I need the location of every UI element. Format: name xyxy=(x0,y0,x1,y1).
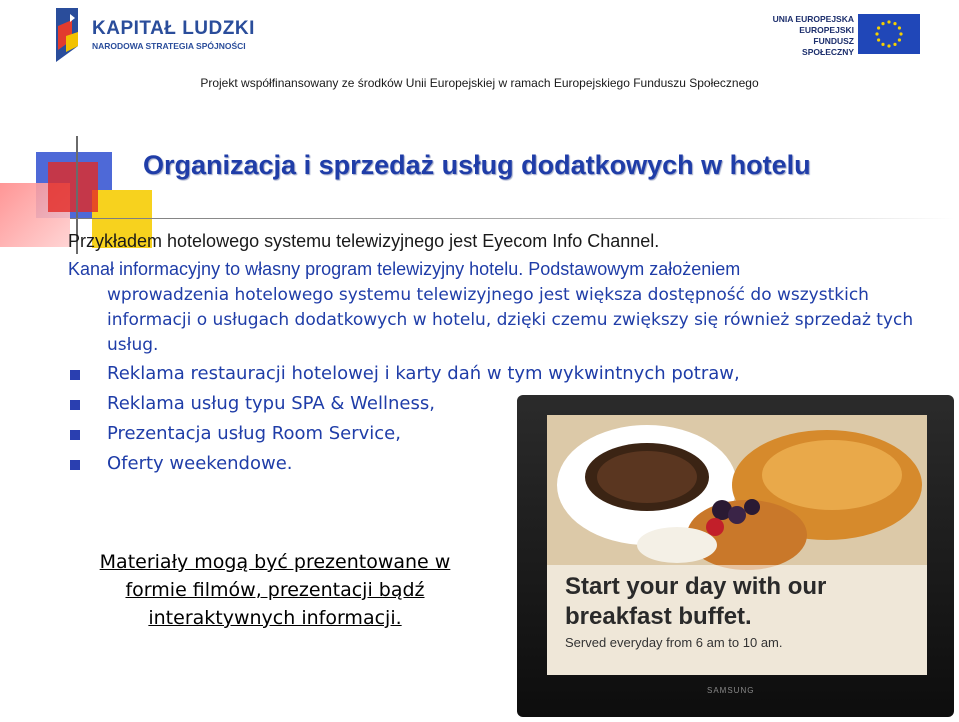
kapital-ludzki-logo xyxy=(48,6,255,66)
channel-sentence: Kanał informacyjny to własny program telewizyjny hotelu. Podstawowym założeniem xyxy=(68,259,741,279)
example-sentence: Przykładem hotelowego systemu telewizyjnego jest Eyecom Info Channel. xyxy=(68,231,660,251)
eu-flag-icon xyxy=(858,14,920,54)
bullet-marker-icon xyxy=(70,430,80,440)
kapital-ludzki-emblem-icon xyxy=(48,6,88,64)
tv-image xyxy=(517,395,954,717)
bullet-item: Reklama usług typu SPA & Wellness, xyxy=(107,393,435,414)
decor-square-red xyxy=(48,162,98,212)
eu-line-1: UNIA EUROPEJSKA xyxy=(772,14,854,24)
bullet-item: Prezentacja usług Room Service, xyxy=(107,423,401,444)
page-title: Organizacja i sprzedaż usług dodatkowych w hotelu xyxy=(143,150,811,180)
bullet-marker-icon xyxy=(70,400,80,410)
bullet-marker-icon xyxy=(70,460,80,470)
tv-caption-line-2: breakfast buffet. xyxy=(565,603,752,630)
kl-title: KAPITAŁ LUDZKI xyxy=(92,18,255,39)
note-line-2: formie filmów, prezentacji bądź xyxy=(125,579,425,601)
kl-subtitle: NARODOWA STRATEGIA SPÓJNOŚCI xyxy=(92,41,246,51)
bullet-item: Reklama restauracji hotelowej i karty dań w tym wykwintnych potraw, xyxy=(107,363,740,384)
tv-screen xyxy=(547,415,927,675)
eu-text xyxy=(770,14,854,58)
title-underline xyxy=(70,218,955,219)
note-line-3: interaktywnych informacji. xyxy=(148,607,402,629)
tv-caption-line-3: Served everyday from 6 am to 10 am. xyxy=(565,635,783,650)
tv-caption-line-1: Start your day with our xyxy=(565,573,827,600)
note-line-1: Materiały mogą być prezentowane w xyxy=(99,551,451,573)
eu-line-2: EUROPEJSKI xyxy=(799,25,854,35)
project-funding-line: Projekt współfinansowany ze środków Unii Europejskiej w ramach Europejskiego Funduszu Społecznego xyxy=(200,76,759,90)
eu-line-3: FUNDUSZ SPOŁECZNY xyxy=(802,36,854,57)
materials-note xyxy=(40,548,510,632)
bullet-marker-icon xyxy=(70,370,80,380)
eu-logo xyxy=(770,12,930,58)
tv-brand: SAMSUNG xyxy=(707,686,755,695)
bullet-item: Oferty weekendowe. xyxy=(107,453,293,474)
channel-continuation: wprowadzenia hotelowego systemu telewizyjnego jest większa dostępność do wszystkich informacji o usługach dodatkowych w hotelu, dzięki czemu zwiększy się również sprzedaż tych usług. xyxy=(107,285,914,355)
